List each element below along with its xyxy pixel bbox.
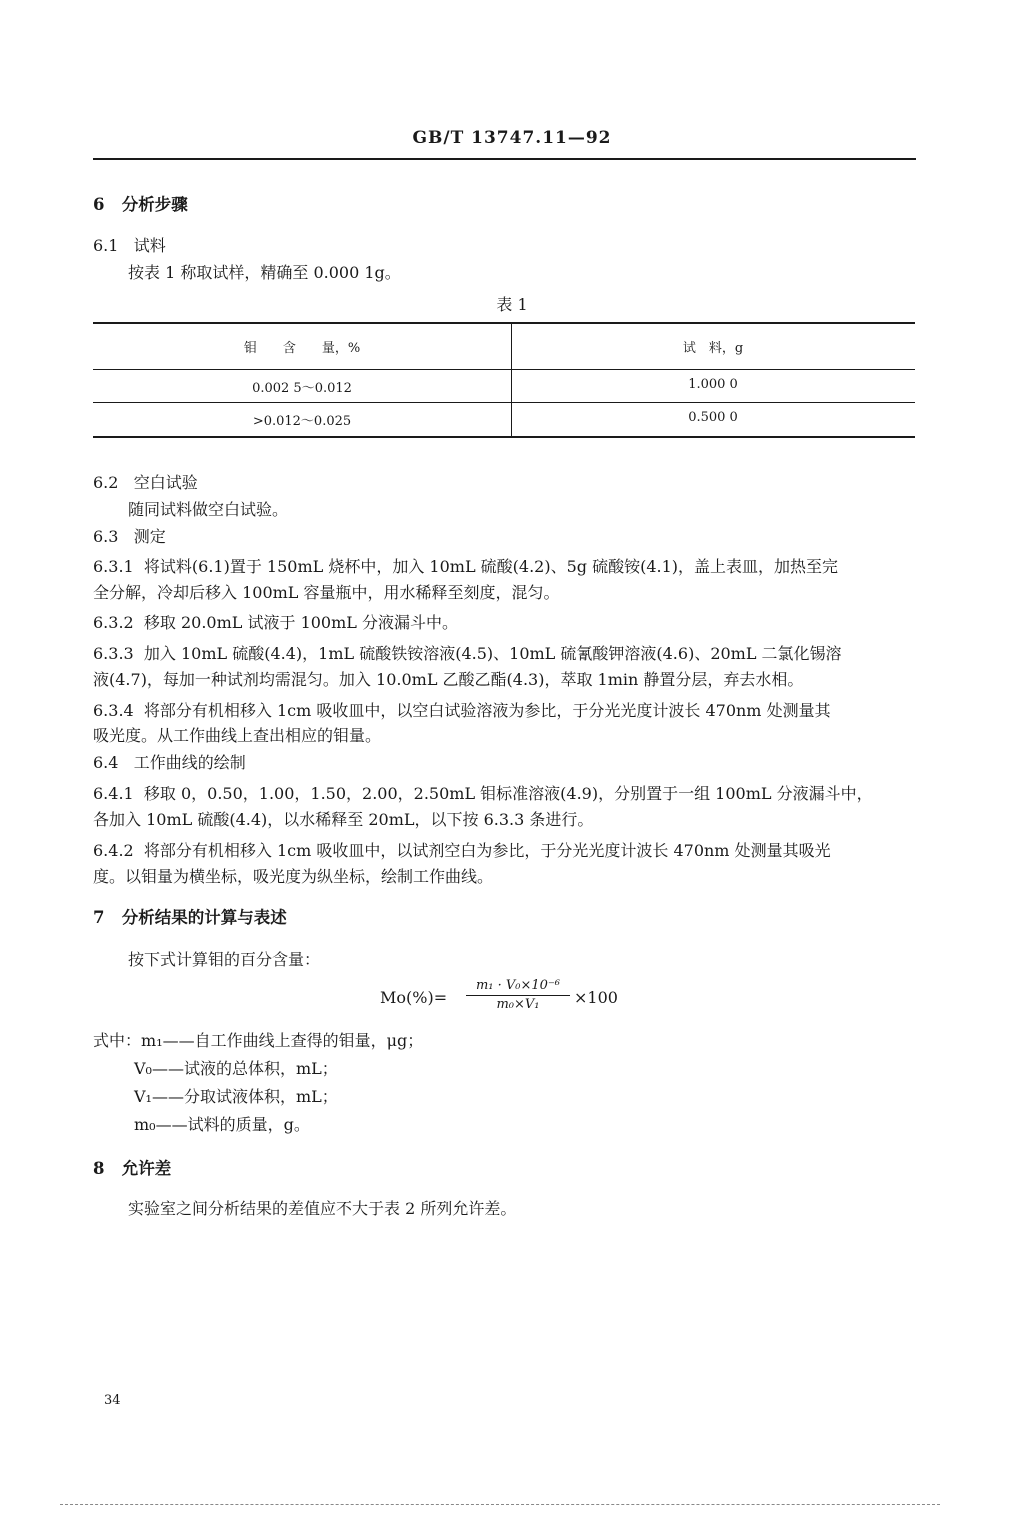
formula-denominator: m₀×V₁	[496, 997, 540, 1012]
section-number: 8	[93, 1159, 105, 1178]
table-header-cell: 钼 含 量，%	[243, 341, 361, 356]
section-7-heading	[93, 907, 287, 929]
footer-scan-edge	[60, 1504, 940, 1505]
where-intro: 式中：	[93, 1031, 142, 1050]
section-8-text: 实验室之间分析结果的差值应不大于表 2 所列允许差。	[128, 1199, 517, 1218]
clause-number: 6.3.1	[93, 557, 134, 576]
table-top-rule	[93, 322, 915, 324]
section-number: 6.2	[93, 473, 119, 492]
formula-mo-percent	[380, 978, 640, 1022]
section-number: 6.1	[93, 236, 119, 255]
clause-number: 6.4.2	[93, 841, 134, 860]
section-title: 允许差	[121, 1159, 172, 1178]
header-rule	[93, 158, 916, 160]
table-bottom-rule	[93, 436, 915, 438]
where-item: m₀——试料的质量，g。	[134, 1115, 310, 1134]
table-cell: >0.012～0.025	[252, 414, 352, 429]
fraction-bar	[466, 995, 570, 996]
section-6-4-1-line-2: 各加入 10mL 硫酸(4.4)，以水稀释至 20mL，以下按 6.3.3 条进行。	[93, 810, 594, 829]
table-cell: 1.000 0	[688, 377, 738, 392]
table-cell: 0.500 0	[688, 410, 738, 425]
section-6-4-2-line-2: 度。以钼量为横坐标，吸光度为纵坐标，绘制工作曲线。	[93, 867, 494, 886]
formula-numerator: m₁ · V₀×10⁻⁶	[475, 978, 561, 993]
section-6-1-heading	[93, 235, 166, 257]
section-title: 试料	[133, 236, 166, 255]
where-line-1	[93, 1030, 423, 1052]
clause-text: 加入 10mL 硫酸(4.4)，1mL 硫酸铁铵溶液(4.5)、10mL 硫氰酸钾溶液(4.6)、20mL 二氯化锡溶	[143, 644, 842, 663]
section-6-4-heading	[93, 752, 246, 774]
section-6-2-heading	[93, 472, 198, 494]
section-6-3-2	[93, 612, 458, 634]
clause-text: 移取 0，0.50，1.00，1.50，2.00，2.50mL 钼标准溶液(4.9)，分别置于一组 100mL 分液漏斗中，	[143, 784, 873, 803]
where-item: V₁——分取试液体积，mL；	[134, 1087, 338, 1106]
formula-fraction	[466, 978, 570, 1013]
section-8-heading	[93, 1158, 171, 1180]
table-1	[93, 322, 915, 438]
section-6-3-3-line-2: 液(4.7)，每加一种试剂均需混匀。加入 10.0mL 乙酸乙酯(4.3)，萃取 1min 静置分层，弃去水相。	[93, 670, 804, 689]
section-6-3-4-line-1	[93, 700, 831, 722]
section-6-3-1-line-1	[93, 556, 838, 578]
section-6-3-3-line-1	[93, 643, 842, 665]
page-number: 34	[104, 1393, 121, 1408]
section-6-4-1-line-1	[93, 783, 873, 805]
clause-number: 6.3.3	[93, 644, 134, 663]
section-number: 6.3	[93, 527, 119, 546]
where-item: V₀——试液的总体积，mL；	[134, 1059, 338, 1078]
section-number: 6.4	[93, 753, 119, 772]
section-6-2-text: 随同试料做空白试验。	[128, 500, 289, 519]
section-6-3-heading	[93, 526, 166, 548]
clause-number: 6.3.2	[93, 613, 134, 632]
formula-rhs: ×100	[574, 988, 618, 1007]
section-6-heading	[93, 194, 188, 216]
clause-text: 移取 20.0mL 试液于 100mL 分液漏斗中。	[143, 613, 458, 632]
standard-code: GB/T 13747.11—92	[412, 128, 612, 148]
table-cell: 0.002 5～0.012	[252, 381, 352, 396]
clause-number: 6.4.1	[93, 784, 134, 803]
section-number: 6	[93, 195, 105, 214]
clause-text: 将试料(6.1)置于 150mL 烧杯中，加入 10mL 硫酸(4.2)、5g 硫酸铵(4.1)，盖上表皿，加热至完	[143, 557, 839, 576]
section-title: 工作曲线的绘制	[133, 753, 246, 772]
section-6-3-1-line-2: 全分解，冷却后移入 100mL 容量瓶中，用水稀释至刻度，混匀。	[93, 583, 560, 602]
section-6-4-2-line-1	[93, 840, 831, 862]
section-title: 分析结果的计算与表述	[121, 908, 287, 927]
section-title: 分析步骤	[121, 195, 188, 214]
table-header-cell: 试 料，g	[682, 341, 744, 356]
table-1-caption: 表 1	[496, 295, 528, 314]
section-title: 空白试验	[133, 473, 198, 492]
table-row-rule	[93, 402, 915, 403]
clause-text: 将部分有机相移入 1cm 吸收皿中，以试剂空白为参比，于分光光度计波长 470nm 处测量其吸光	[143, 841, 831, 860]
section-7-text: 按下式计算钼的百分含量：	[128, 950, 321, 969]
section-6-3-4-line-2: 吸光度。从工作曲线上查出相应的钼量。	[93, 726, 382, 745]
clause-number: 6.3.4	[93, 701, 134, 720]
clause-text: 将部分有机相移入 1cm 吸收皿中，以空白试验溶液为参比，于分光光度计波长 470nm 处测量其	[143, 701, 831, 720]
where-item: m₁——自工作曲线上查得的钼量，μg；	[141, 1031, 424, 1050]
section-number: 7	[93, 908, 105, 927]
table-header-rule	[93, 369, 915, 370]
section-6-1-text: 按表 1 称取试样，精确至 0.000 1g。	[128, 263, 401, 282]
formula-lhs: Mo(%)=	[380, 988, 448, 1007]
section-title: 测定	[133, 527, 166, 546]
